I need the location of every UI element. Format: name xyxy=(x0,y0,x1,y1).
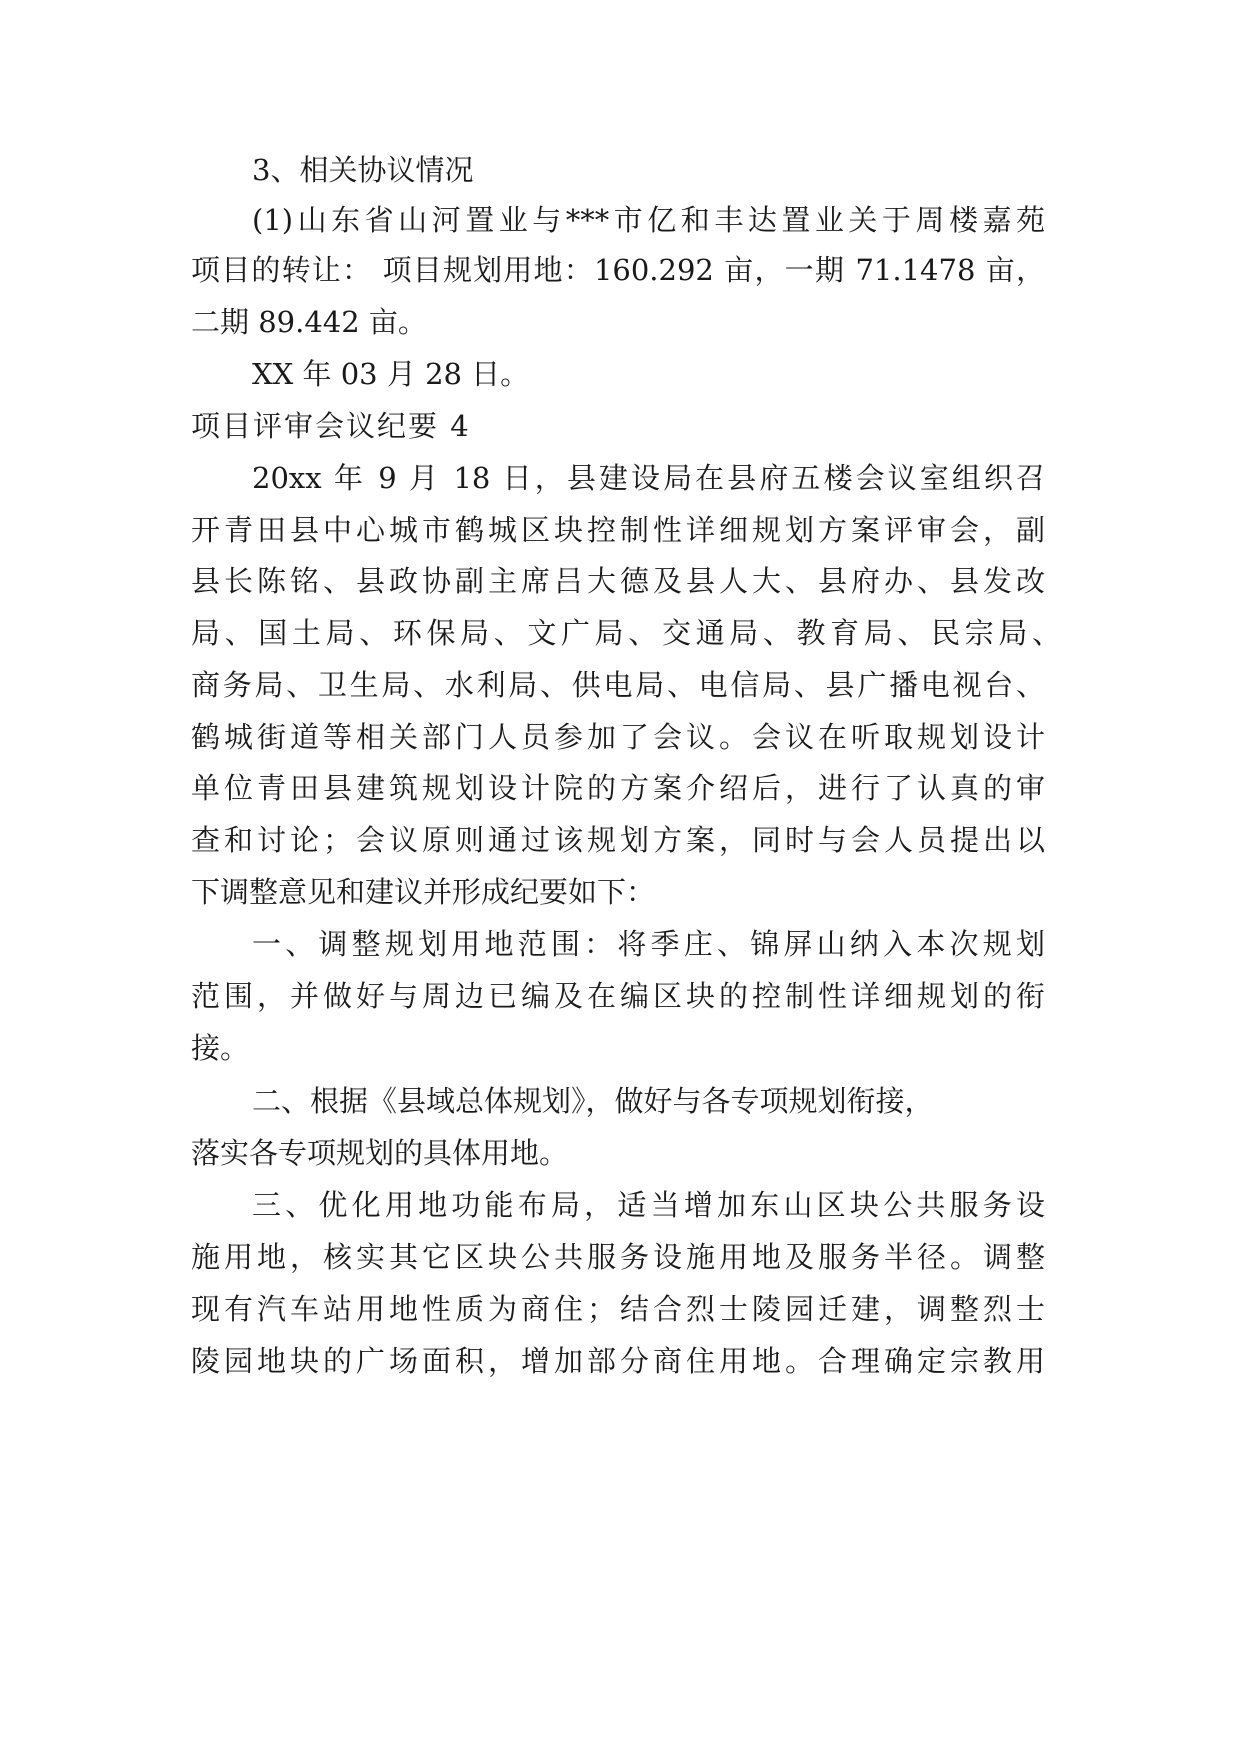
paragraph-line: 落实各专项规划的具体用地。 xyxy=(191,1136,569,1170)
paragraph-line: 接。 xyxy=(191,1031,250,1065)
paragraph-line: 一、调整规划用地范围：将季庄、锦屏山纳入本次规划 xyxy=(252,927,1045,961)
paragraph-line: 二期 89.442 亩。 xyxy=(191,305,427,339)
paragraph-line: 商务局、卫生局、水利局、供电局、电信局、县广播电视台、 xyxy=(191,668,1045,702)
paragraph-line: 陵园地块的广场面积，增加部分商住用地。合理确定宗教用 xyxy=(191,1344,1045,1378)
paragraph-line: 单位青田县建筑规划设计院的方案介绍后，进行了认真的审 xyxy=(191,771,1045,805)
paragraph-line: 局、国土局、环保局、文广局、交通局、教育局、民宗局、 xyxy=(191,616,1061,650)
paragraph-line: 范围，并做好与周边已编及在编区块的控制性详细规划的衔 xyxy=(191,979,1045,1013)
section-heading: 3、相关协议情况 xyxy=(252,153,474,187)
paragraph-line: 县长陈铭、县政协副主席吕大德及县人大、县府办、县发改 xyxy=(191,564,1045,598)
paragraph-line: 开青田县中心城市鹤城区块控制性详细规划方案评审会，副 xyxy=(191,513,1045,547)
paragraph-line: 现有汽车站用地性质为商住；结合烈士陵园迁建，调整烈士 xyxy=(191,1292,1045,1326)
paragraph-line: 施用地，核实其它区块公共服务设施用地及服务半径。调整 xyxy=(191,1240,1045,1274)
paragraph-line: 项目的转让： 项目规划用地：160.292 亩，一期 71.1478 亩， xyxy=(191,253,1045,287)
date-line: XX 年 03 月 28 日。 xyxy=(252,357,530,391)
paragraph-line: 三、优化用地功能布局，适当增加东山区块公共服务设 xyxy=(252,1188,1045,1222)
paragraph-line: 查和讨论；会议原则通过该规划方案，同时与会人员提出以 xyxy=(191,823,1045,857)
paragraph-line: 二、根据《县域总体规划》，做好与各专项规划衔接， xyxy=(252,1084,934,1118)
paragraph-line: 下调整意见和建议并形成纪要如下： xyxy=(191,875,656,909)
paragraph-line: (1)山东省山河置业与***市亿和丰达置业关于周楼嘉苑 xyxy=(252,203,1045,237)
document-title: 项目评审会议纪要 4 xyxy=(191,409,471,443)
paragraph-line: 鹤城街道等相关部门人员参加了会议。会议在听取规划设计 xyxy=(191,720,1045,754)
paragraph-line: 20xx 年 9 月 18 日，县建设局在县府五楼会议室组织召 xyxy=(252,461,1045,495)
